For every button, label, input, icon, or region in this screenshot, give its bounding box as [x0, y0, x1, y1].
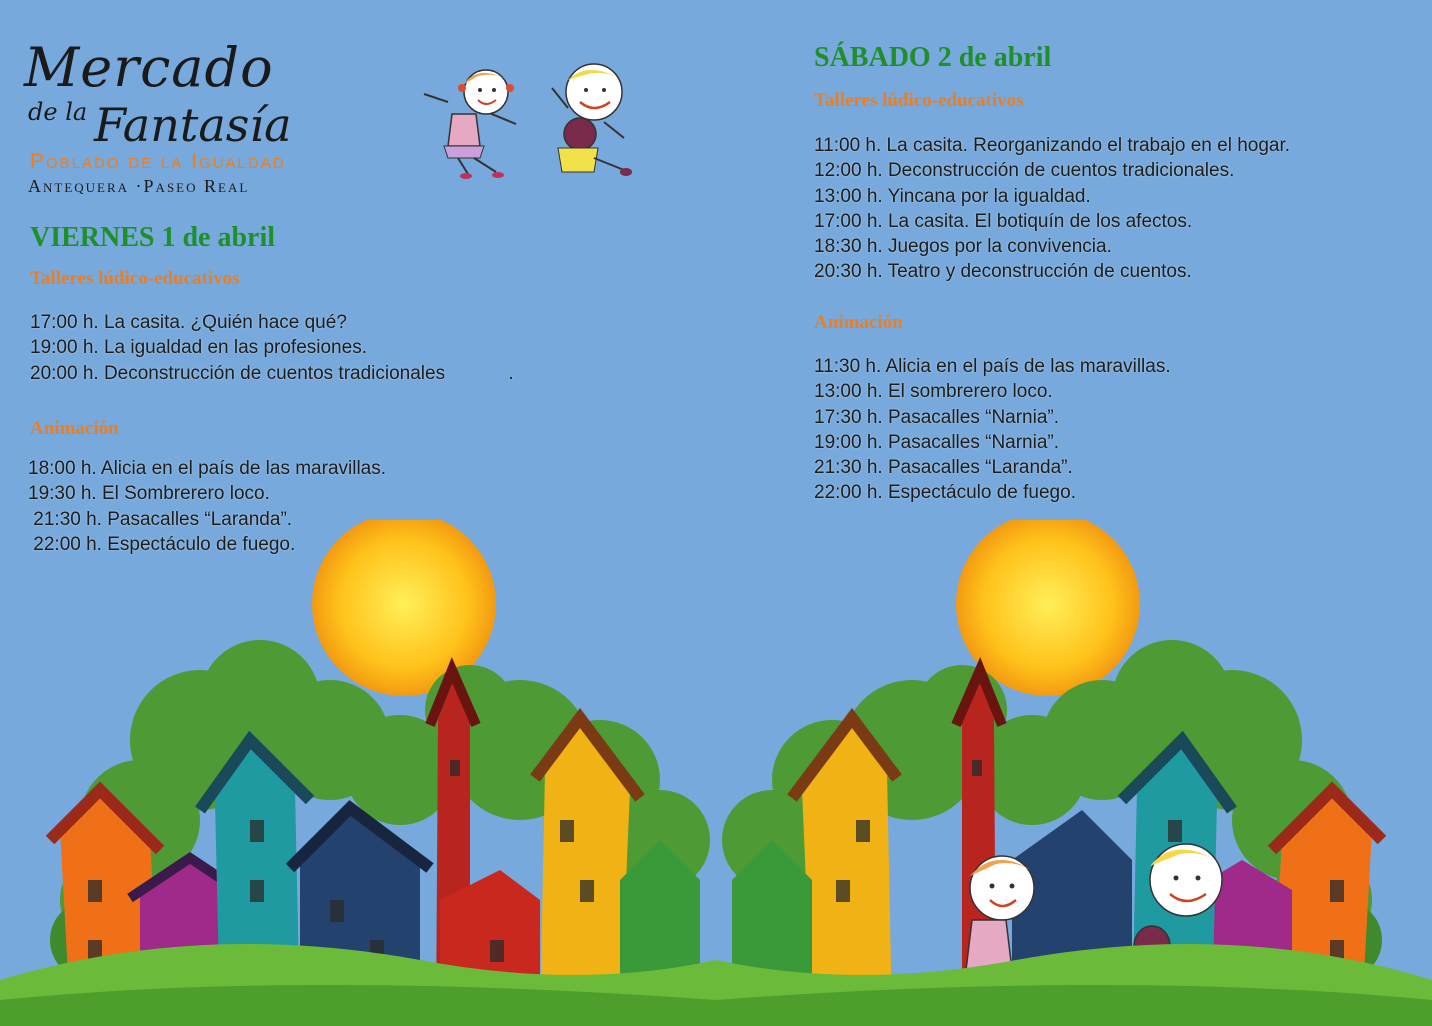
list-item: 18:00 h. Alicia en el país de las maravillas. — [28, 458, 387, 479]
list-item: 11:00 h. La casita. Reorganizando el trabajo en el hogar. — [814, 135, 1291, 156]
girl-figure-icon — [424, 70, 516, 179]
list-item: 20:00 h. Deconstrucción de cuentos tradicionales . — [30, 362, 514, 384]
left-village-illustration — [0, 520, 716, 1026]
list-item: 22:00 h. Espectáculo de fuego. — [28, 533, 296, 555]
list-item: 12:00 h. Deconstrucción de cuentos tradicionales. — [814, 160, 1235, 182]
list-item: 22:00 h. Espectáculo de fuego. — [814, 482, 1076, 504]
logo-title-mercado: Mercado — [24, 36, 274, 99]
list-item: 20:30 h. Teatro y deconstrucción de cuentos. — [814, 261, 1192, 283]
saturday-heading: SÁBADO 2 de abril — [814, 42, 1052, 73]
right-village-illustration — [716, 520, 1432, 1026]
saturday-workshops-title: Talleres lúdico-educativos — [814, 90, 1024, 111]
logo-location: Antequera ·Paseo Real — [28, 176, 250, 196]
list-item: 18:30 h. Juegos por la convivencia. — [814, 236, 1112, 258]
logo-title-fantasia: Fantasía — [94, 98, 292, 152]
friday-workshops-title: Talleres lúdico-educativos — [30, 268, 240, 289]
list-item: 17:30 h. Pasacalles “Narnia”. — [814, 406, 1060, 428]
friday-heading: VIERNES 1 de abril — [30, 222, 276, 253]
list-item: 19:30 h. El Sombrerero loco. — [28, 483, 270, 505]
list-item: 13:00 h. El sombrerero loco. — [814, 381, 1053, 403]
friday-animation-title: Animación — [30, 418, 119, 439]
list-item: 21:30 h. Pasacalles “Laranda”. — [814, 457, 1073, 479]
saturday-animation-list — [814, 354, 1171, 506]
saturday-workshops-list — [814, 133, 1290, 285]
friday-workshops-list — [30, 310, 514, 386]
list-item: 11:30 h. Alicia en el país de las maravillas. — [814, 356, 1171, 377]
list-item: 19:00 h. La igualdad en las profesiones. — [30, 337, 367, 359]
boy-figure-icon — [552, 64, 632, 176]
list-item: 21:30 h. Pasacalles “Laranda”. — [28, 508, 293, 530]
saturday-animation-title: Animación — [814, 312, 903, 333]
jumping-kids-illustration — [418, 62, 638, 186]
logo-title-de-la: de la — [28, 98, 88, 126]
list-item: 17:00 h. La casita. El botiquín de los afectos. — [814, 210, 1193, 232]
list-item: 19:00 h. Pasacalles “Narnia”. — [814, 431, 1060, 453]
list-item: 17:00 h. La casita. ¿Quién hace qué? — [30, 312, 347, 333]
logo-subtitle: Poblado de la Igualdad — [30, 150, 286, 173]
list-item: 13:00 h. Yincana por la igualdad. — [814, 185, 1091, 207]
event-logo — [24, 36, 294, 196]
